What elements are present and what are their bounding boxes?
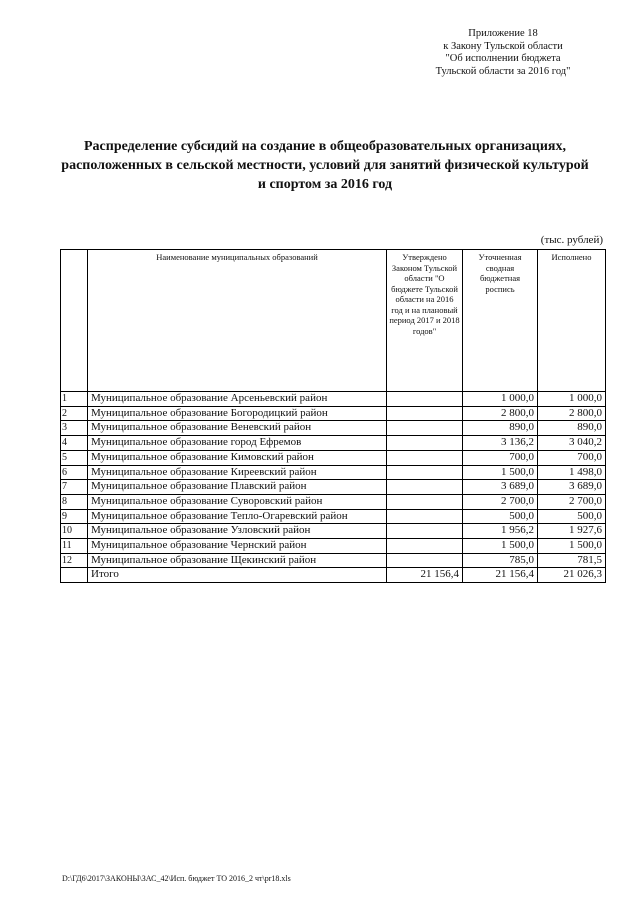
executed-amount: 2 700,0 [538, 494, 606, 509]
refined-amount: 3 689,0 [463, 480, 538, 495]
title-line-1: Распределение субсидий на создание в общеобразовательных организациях, [83, 139, 566, 154]
refined-amount: 1 956,2 [463, 524, 538, 539]
refined-amount: 1 000,0 [463, 392, 538, 407]
header-row [61, 250, 606, 392]
approved-amount [387, 509, 463, 524]
municipality-name: Муниципальное образование город Ефремов [88, 436, 387, 451]
table-row [61, 539, 606, 554]
row-number: 2 [61, 406, 88, 421]
table-row [61, 524, 606, 539]
table-row [61, 465, 606, 480]
executed-amount: 1 000,0 [538, 392, 606, 407]
municipality-name: Муниципальное образование Щекинский район [88, 553, 387, 568]
executed-amount: 2 800,0 [538, 406, 606, 421]
municipality-name: Муниципальное образование Арсеньевский район [88, 392, 387, 407]
title-line-3: и спортом за 2016 год [257, 177, 393, 192]
row-number: 11 [61, 539, 88, 554]
refined-amount: 500,0 [463, 509, 538, 524]
row-number: 9 [61, 509, 88, 524]
refined-amount: 1 500,0 [463, 465, 538, 480]
table-row [61, 494, 606, 509]
appendix-line-4: Тульской области за 2016 год" [435, 65, 571, 77]
municipality-name: Муниципальное образование Кимовский район [88, 450, 387, 465]
table-row [61, 406, 606, 421]
table-row [61, 553, 606, 568]
row-number: 5 [61, 450, 88, 465]
approved-amount [387, 524, 463, 539]
refined-amount: 2 700,0 [463, 494, 538, 509]
executed-amount: 1 500,0 [538, 539, 606, 554]
approved-amount [387, 450, 463, 465]
table-row [61, 450, 606, 465]
table-row [61, 480, 606, 495]
appendix-line-2: к Закону Тульской области [443, 40, 563, 52]
executed-amount: 1 927,6 [538, 524, 606, 539]
row-number: 3 [61, 421, 88, 436]
table-row [61, 436, 606, 451]
approved-amount [387, 539, 463, 554]
approved-amount [387, 480, 463, 495]
total-approved: 21 156,4 [387, 568, 463, 583]
row-number: 10 [61, 524, 88, 539]
table-row [61, 509, 606, 524]
municipality-name: Муниципальное образование Суворовский район [88, 494, 387, 509]
approved-amount [387, 436, 463, 451]
total-executed: 21 026,3 [538, 568, 606, 583]
title-line-2: расположенных в сельской местности, условий для занятий физической культурой [61, 158, 589, 173]
refined-amount: 1 500,0 [463, 539, 538, 554]
file-path-footer: D:\ГД6\2017\ЗАКОНЫ\ЗАС_42\Исп. бюджет ТО 2016_2 чт\pr18.xls [62, 874, 291, 883]
executed-amount: 1 498,0 [538, 465, 606, 480]
municipality-name: Муниципальное образование Богородицкий район [88, 406, 387, 421]
header-approved: Утверждено Законом Тульской области "О бюджете Тульской области на 2016 год и на плановый период 2017 и 2018 годов" [387, 250, 463, 392]
table-row [61, 392, 606, 407]
executed-amount: 781,5 [538, 553, 606, 568]
row-number: 6 [61, 465, 88, 480]
refined-amount: 2 800,0 [463, 406, 538, 421]
approved-amount [387, 465, 463, 480]
executed-amount: 700,0 [538, 450, 606, 465]
approved-amount [387, 494, 463, 509]
total-refined: 21 156,4 [463, 568, 538, 583]
executed-amount: 500,0 [538, 509, 606, 524]
table-body [61, 392, 606, 568]
executed-amount: 890,0 [538, 421, 606, 436]
appendix-line-1: Приложение 18 [468, 28, 538, 39]
approved-amount [387, 406, 463, 421]
municipality-name: Муниципальное образование Тепло-Огаревский район [88, 509, 387, 524]
units-label: (тыс. рублей) [540, 234, 603, 246]
appendix-note [408, 28, 598, 78]
header-name: Наименование муниципальных образований [88, 250, 387, 392]
row-number: 12 [61, 553, 88, 568]
total-label: Итого [88, 568, 387, 583]
row-number: 7 [61, 480, 88, 495]
row-number: 4 [61, 436, 88, 451]
refined-amount: 890,0 [463, 421, 538, 436]
total-num-cell [61, 568, 88, 583]
municipality-name: Муниципальное образование Киреевский район [88, 465, 387, 480]
total-row [61, 568, 606, 583]
executed-amount: 3 689,0 [538, 480, 606, 495]
municipality-name: Муниципальное образование Плавский район [88, 480, 387, 495]
row-number: 1 [61, 392, 88, 407]
header-num [61, 250, 88, 392]
executed-amount: 3 040,2 [538, 436, 606, 451]
document-title [55, 137, 595, 194]
subsidy-table [60, 249, 606, 583]
header-executed: Исполнено [538, 250, 606, 392]
refined-amount: 700,0 [463, 450, 538, 465]
header-refined: Уточненная сводная бюджетная роспись [463, 250, 538, 392]
refined-amount: 785,0 [463, 553, 538, 568]
municipality-name: Муниципальное образование Узловский район [88, 524, 387, 539]
refined-amount: 3 136,2 [463, 436, 538, 451]
row-number: 8 [61, 494, 88, 509]
approved-amount [387, 553, 463, 568]
municipality-name: Муниципальное образование Чернский район [88, 539, 387, 554]
municipality-name: Муниципальное образование Веневский район [88, 421, 387, 436]
approved-amount [387, 421, 463, 436]
appendix-line-3: "Об исполнении бюджета [445, 53, 561, 64]
approved-amount [387, 392, 463, 407]
table-row [61, 421, 606, 436]
